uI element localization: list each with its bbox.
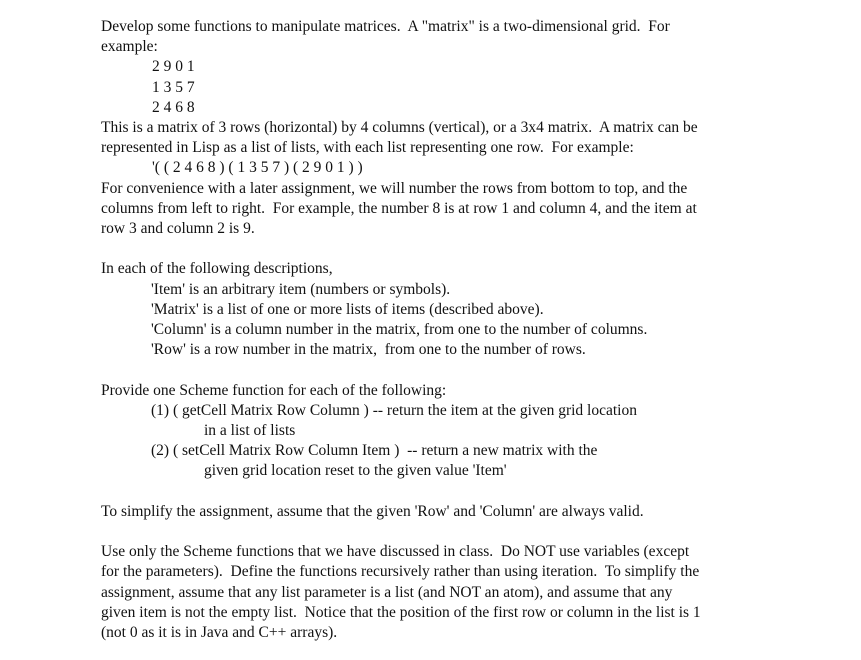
assignment-document [101,17,791,643]
rules-line: for the parameters). Define the functions recursively rather than using iteration. To simplify the [101,563,700,581]
paragraph-gap [101,239,791,259]
matrix-row: 2 4 6 8 [152,98,195,116]
definition-item: 'Row' is a row number in the matrix, from one to the number of rows. [151,341,586,359]
definition-item: 'Item' is an arbitrary item (numbers or symbols). [151,280,451,298]
description-line: represented in Lisp as a list of lists, with each list representing one row. For example: [101,139,634,157]
intro-line: Develop some functions to manipulate matrices. A "matrix" is a two-dimensional grid. For [101,18,670,35]
definition-item: 'Matrix' is a list of one or more lists of items (described above). [151,300,544,318]
definitions-intro: In each of the following descriptions, [101,260,333,278]
function-item: (1) ( getCell Matrix Row Column ) -- return the item at the given grid location [151,401,637,419]
numbering-line: columns from left to right. For example, the number 8 is at row 1 and column 4, and the item at [101,199,697,217]
rules-line: (not 0 as it is in Java and C++ arrays). [101,624,338,642]
function-item-continuation: given grid location reset to the given value 'Item' [204,462,507,480]
definition-item: 'Column' is a column number in the matrix, from one to the number of columns. [151,321,648,339]
function-item: (2) ( setCell Matrix Row Column Item ) -- return a new matrix with the [151,442,598,460]
numbering-line: row 3 and column 2 is 9. [101,220,255,238]
rules-line: assignment, assume that any list parameter is a list (and NOT an atom), and assume that any [101,583,673,601]
rules-line: Use only the Scheme functions that we have discussed in class. Do NOT use variables (except [101,543,690,561]
paragraph-gap [101,360,791,380]
paragraph-gap [101,522,791,542]
matrix-row: 2 9 0 1 [152,58,195,76]
functions-intro: Provide one Scheme function for each of the following: [101,381,447,399]
paragraph-gap [101,482,791,502]
matrix-row: 1 3 5 7 [152,78,195,96]
simplify-note: To simplify the assignment, assume that the given 'Row' and 'Column' are always valid. [101,502,644,520]
lisp-example: '( ( 2 4 6 8 ) ( 1 3 5 7 ) ( 2 9 0 1 ) ) [152,159,363,177]
function-item-continuation: in a list of lists [204,422,296,440]
intro-line: example: [101,38,158,56]
description-line: This is a matrix of 3 rows (horizontal) by 4 columns (vertical), or a 3x4 matrix. A matrix can be [101,119,698,137]
numbering-line: For convenience with a later assignment, we will number the rows from bottom to top, and the [101,179,688,197]
rules-line: given item is not the empty list. Notice that the position of the first row or column in the list is 1 [101,603,701,621]
